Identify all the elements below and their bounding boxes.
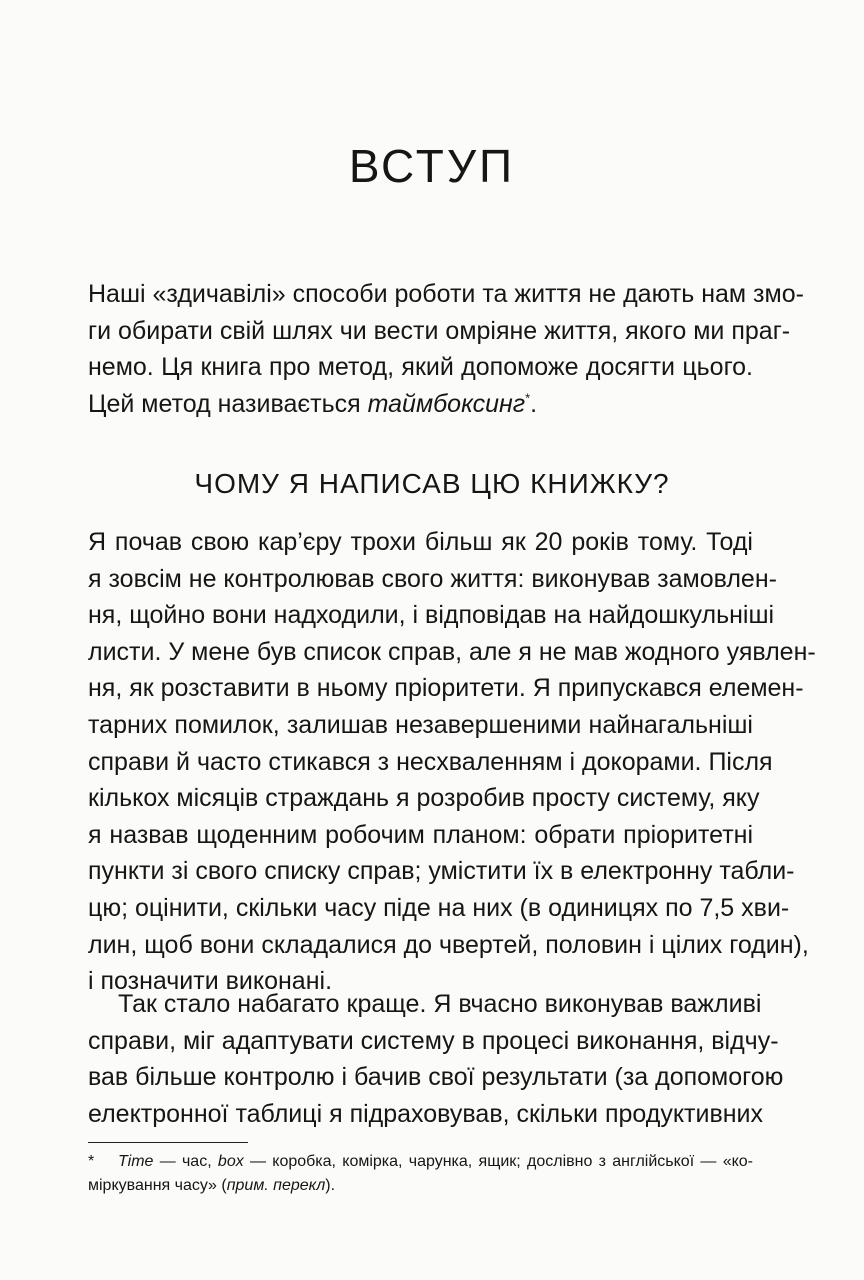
intro-line: ги обирати свій шлях чи вести омріяне життя, якого ми праг- xyxy=(88,316,791,345)
body-line: ня, як розставити в ньому пріоритети. Я припускався елемен- xyxy=(88,674,804,703)
intro-line: немо. Ця книга про метод, який допоможе досягти цього. xyxy=(88,353,753,382)
chapter-title: ВСТУП xyxy=(348,140,516,192)
body-line: я зовсім не контролював свого життя: виконував замовлен- xyxy=(88,564,777,593)
intro-paragraph xyxy=(88,276,804,422)
italic-term: таймбоксинг xyxy=(367,389,526,418)
footnote-text: міркування часу» ( xyxy=(88,1177,227,1194)
body-line: листи. У мене був список справ, але я не мав жодного уявлен- xyxy=(88,637,816,666)
intro-last-prefix: Цей метод називається xyxy=(88,389,368,418)
footnote-text: — коробка, комірка, чарунка, ящик; дослівно з англійської — «ко- xyxy=(243,1153,754,1170)
footnote-text: — час, xyxy=(153,1153,218,1170)
translator-note: прим. перекл xyxy=(226,1177,326,1194)
footnote-line-1 xyxy=(88,1150,753,1174)
footnote-line-2 xyxy=(88,1174,753,1198)
body2-line: вав більше контролю і бачив свої результати (за допомогою xyxy=(88,1063,784,1092)
intro-line-last xyxy=(88,386,753,423)
section-heading: ЧОМУ Я НАПИСАВ ЦЮ КНИЖКУ? xyxy=(194,468,670,499)
body-line: пункти зі свого списку справ; умістити їх в електронну табли- xyxy=(88,857,795,886)
body-paragraph-1 xyxy=(88,524,816,1000)
body-line: лин, щоб вони складалися до чвертей, половин і цілих годин), xyxy=(88,930,809,959)
footnote-divider xyxy=(88,1142,248,1143)
body2-line: справи, міг адаптувати систему в процесі виконання, відчу- xyxy=(88,1026,779,1055)
body-line: кількох місяців страждань я розробив просту систему, яку xyxy=(88,784,760,813)
body2-line: Так стало набагато краще. Я вчасно виконував важливі xyxy=(118,990,762,1018)
footnote-text: ). xyxy=(325,1177,336,1194)
body-line: тарних помилок, залишав незавершеними найнагальніші xyxy=(88,710,753,739)
footnote-mark: * xyxy=(88,1153,95,1170)
intro-line: Наші «здичавілі» способи роботи та життя не дають нам змо- xyxy=(88,280,804,308)
body-line: Я почав свою кар’єру трохи більш як 20 років тому. Тоді xyxy=(88,528,753,556)
body-line: цю; оцінити, скільки часу піде на них (в одиницях по 7,5 хви- xyxy=(88,893,790,922)
body-line: ня, щойно вони надходили, і відповідав на найдошкульніші xyxy=(88,601,775,630)
footnote-word-time: Time xyxy=(118,1153,154,1170)
footnote-word-box: box xyxy=(217,1153,244,1170)
body2-line: електронної таблиці я підраховував, скільки продуктивних xyxy=(88,1099,764,1128)
body-paragraph-2 xyxy=(88,986,784,1132)
body-line: і позначити виконані. xyxy=(88,967,333,996)
footnote-ref: * xyxy=(525,390,531,406)
intro-last-suffix: . xyxy=(530,389,538,418)
body-line: я назвав щоденним робочим планом: обрати пріоритетні xyxy=(88,820,753,849)
footnote xyxy=(88,1150,753,1198)
body-line: справи й часто стикався з несхваленням і докорами. Після xyxy=(88,747,773,776)
